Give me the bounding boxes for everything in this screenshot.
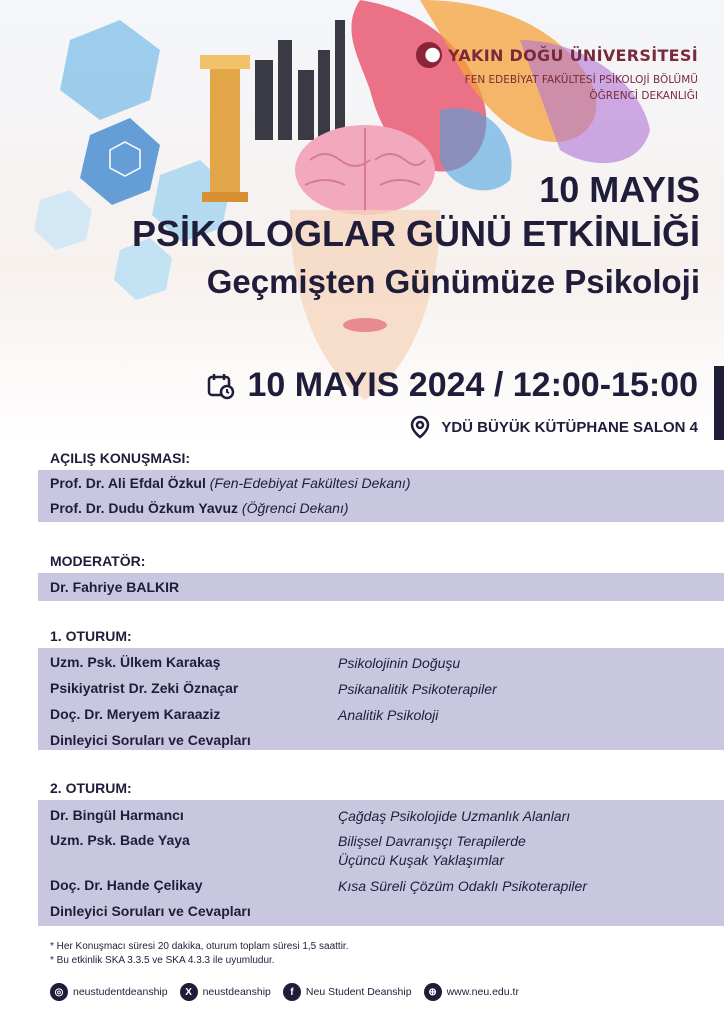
topic-line: Üçüncü Kuşak Yaklaşımlar (338, 852, 504, 868)
university-name: YAKIN DOĞU ÜNİVERSİTESİ (448, 45, 698, 65)
instagram-icon: ◎ (50, 983, 68, 1001)
edge-accent-bar (714, 366, 724, 440)
university-logo-icon (416, 42, 442, 68)
session-2-speaker-2 (50, 832, 190, 848)
hexagon-shape (60, 20, 160, 120)
session-1-topic-2: Psikanalitik Psikoterapiler (338, 681, 497, 697)
venue-row (409, 415, 698, 439)
social-instagram[interactable] (50, 983, 168, 1001)
speaker-name: Doç. Dr. Hande Çelikay (50, 877, 203, 893)
social-links (50, 983, 523, 1001)
session-1-qa (50, 732, 251, 748)
speaker-name: Uzm. Psk. Ülkem Karakaş (50, 654, 221, 670)
session-1-speaker-2 (50, 680, 238, 696)
speaker-name: Uzm. Psk. Bade Yaya (50, 832, 190, 848)
topic-line: Bilişsel Davranışçı Terapilerde (338, 833, 526, 849)
location-pin-icon (409, 415, 431, 439)
deanship-name: ÖĞRENCİ DEKANLIĞI (589, 90, 698, 102)
qa-label: Dinleyici Soruları ve Cevapları (50, 903, 251, 919)
social-handle: neustdeanship (202, 986, 271, 998)
chess-pieces (255, 20, 345, 140)
hero-artwork (0, 0, 724, 445)
opening-heading: AÇILIŞ KONUŞMASI: (50, 450, 190, 466)
social-website[interactable] (424, 983, 519, 1001)
speaker-name: Prof. Dr. Dudu Özkum Yavuz (50, 500, 239, 516)
event-location: YDÜ BÜYÜK KÜTÜPHANE SALON 4 (441, 418, 698, 436)
social-facebook[interactable] (283, 983, 412, 1001)
title-line-2: PSİKOLOGLAR GÜNÜ ETKİNLİĞİ (131, 213, 700, 254)
speaker-role: (Fen-Edebiyat Fakültesi Dekanı) (209, 475, 411, 491)
social-handle: Neu Student Deanship (305, 986, 412, 998)
hexagon-shape (34, 190, 92, 250)
session-1-topic-1: Psikolojinin Doğuşu (338, 655, 461, 671)
moderator-heading: MODERATÖR: (50, 553, 146, 569)
opening-speaker-1 (50, 475, 411, 491)
date-time-row (206, 366, 698, 405)
university-logo-block (416, 42, 698, 104)
speaker-name: Dr. Bingül Harmancı (50, 807, 184, 823)
event-subtitle: Geçmişten Günümüze Psikoloji (206, 263, 700, 300)
session-2-speaker-1 (50, 807, 184, 823)
social-handle: neustudentdeanship (73, 986, 168, 998)
session-1-speaker-3 (50, 706, 220, 722)
session-2-topic-2 (338, 832, 526, 870)
social-x[interactable] (180, 983, 271, 1001)
event-title (132, 168, 700, 308)
session-2-topic-1: Çağdaş Psikolojide Uzmanlık Alanları (338, 808, 571, 824)
session-1-speaker-1 (50, 654, 220, 670)
calendar-icon (206, 371, 236, 401)
qa-label: Dinleyici Soruları ve Cevapları (50, 732, 251, 748)
speaker-name: Prof. Dr. Ali Efdal Özkul (50, 475, 206, 491)
x-icon: X (180, 983, 198, 1001)
session-2-heading: 2. OTURUM: (50, 780, 132, 796)
footnotes (50, 940, 348, 968)
footnote: * Her Konuşmacı süresi 20 dakika, oturum toplam süresi 1,5 saattir. (50, 941, 349, 952)
session-2-qa (50, 903, 251, 919)
session-1-heading: 1. OTURUM: (50, 628, 132, 644)
session-2-speaker-3 (50, 877, 203, 893)
speaker-name: Psikiyatrist Dr. Zeki Öznaçar (50, 680, 239, 696)
department-name: FEN EDEBİYAT FAKÜLTESİ PSİKOLOJİ BÖLÜMÜ (464, 74, 698, 86)
speaker-name: Doç. Dr. Meryem Karaaziz (50, 706, 221, 722)
session-2-topic-3: Kısa Süreli Çözüm Odaklı Psikoterapiler (338, 878, 587, 894)
footnote: * Bu etkinlik SKA 3.3.5 ve SKA 4.3.3 ile uyumludur. (50, 955, 275, 966)
opening-speaker-2 (50, 500, 349, 516)
social-handle: www.neu.edu.tr (446, 986, 519, 998)
speaker-role: (Öğrenci Dekanı) (241, 500, 349, 516)
moderator-row (50, 579, 179, 595)
session-1-topic-3: Analitik Psikoloji (338, 707, 439, 723)
title-line-1: 10 MAYIS (539, 169, 700, 210)
facebook-icon: f (283, 983, 301, 1001)
event-date-time: 10 MAYIS 2024 / 12:00-15:00 (247, 366, 698, 404)
globe-icon: ⊕ (424, 983, 442, 1001)
moderator-name: Dr. Fahriye BALKIR (50, 579, 180, 595)
